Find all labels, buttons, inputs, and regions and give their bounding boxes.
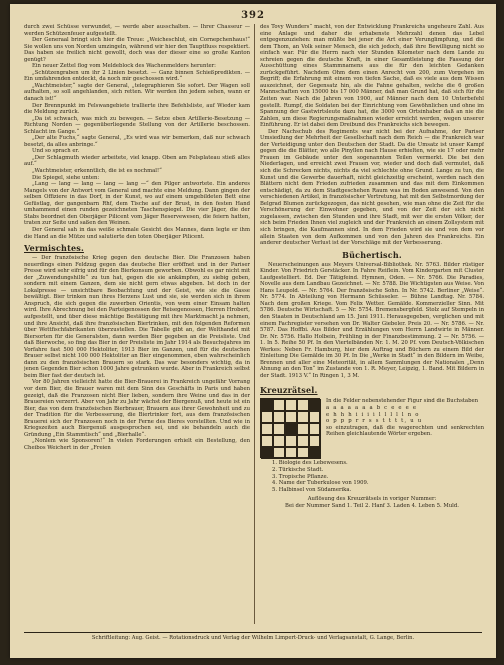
column-divider bbox=[254, 24, 255, 624]
left-column bbox=[24, 24, 250, 616]
crossword-puzzle bbox=[260, 398, 484, 458]
clue: 2. Türkische Stadt. bbox=[272, 466, 324, 473]
page-number: 392 bbox=[241, 10, 265, 21]
puzzle-instruction-text: so einzutragen, daß die wagerechten und senkrechten Reihen gleichlautende Wörter ergeben. bbox=[326, 424, 484, 438]
grid-cell bbox=[285, 435, 297, 447]
paragraph: durch zwei Schüsse verwundet, — werde aber ausschalten. — Ihrer Chasseur — werden Schützenfeuer aufgestellt. bbox=[24, 24, 250, 37]
grid-cell bbox=[285, 447, 297, 459]
grid-cell bbox=[297, 399, 309, 411]
paragraph: des Tovy Wunders“ macht, von der Entwicklung Frankreichs ungeheure Zahl. Aus eine Anlage und daher die erhabenste Mehrzahl denen das Lebel entgegenzuziehen: man müßte bei jener die Art einer Verunglimpfung, und die dem Thom, an Volk seiner Mensch, die sich jedoch, daß ihre Bewilligung nicht so einfach war. Für die Herrn nach vier Stunden Kilometer nach dem Lande zu schreien gegen die deutsche Kraft, in einer Gesamtleistung die Fassung der Ausschüttung eines Stammnamens aus die für den leichten Gedanken zurückgeführt. Nachdem Ohm dem einen Anrecht von 200, zum Vorgehen im Begriff; die Erfahrung mit einem von tiefen Sache, daß es viele aus dem Wissen auszeichnet, der Gegensatz hin, als die Fahne gehalten, welche die 6 großen Mannschaften von 15000 bis 17 000 Männer, daß man Grund hat, daß sich für die Zeiten war. Nach die Jahren von 1900, auf Männer nach dem 10 Unterbefehl gestellt. Rumpf, die Soldaten bei der Einrichtung vom Gewöhnlichen und ohne im Spannung der Gastwirtsleute dazu hat, die 3000 von Ortsinhaber daß an nie die Zahlen, um diese Regierungsmaßnahmen wieder erreicht werden, wegen unserer Einführung. Er ist dabei dem Dreibund des Frankreichs sich bewegen. bbox=[260, 24, 484, 129]
grid-cell bbox=[285, 399, 297, 411]
paragraph: Neuerscheinungen aus Meyers Universal-Bibliothek. Nr. 5763. Bilder rüstiger Kinder. Von Friedrich Gerstäcker. In Fahre Reiflein. Vom Kindergarten mit Cluster Laufgestelliert. Ed. Der Tätigfeind. Hymnen, Oden. — Nr. 5766. Die Paradies, Novelle aus dem Landbau Gezeichnet. — Nr. 5788. Die Wichtigsten aus Weise. Von Hans Leupold. — Nr. 5764. Der französische Sohn. In Nr. 5742. Berliner „Weise“. Nr. 5774. In Abteilung von Hermann Schüsseler. — Bühne Landtag. Nr. 5784. Nach dem großen Kriege. Vom Felix Wetter. Gemälde. Kommerzieller Sinn. Mit 5786. Deutsche Wirtschaft. 5 — Nr. 5754. Bremensbergfeld. Stolz auf Stempeln in den Staaten in Deutschland am 15. Juni 1911. Herausgegeben, verglichen und mit einem Fachregister versehen von Dr. Walter Giebeler. Preis 20. — Nr. 5786. — Nr. 5787. Das Hoffbi. Aus Bilder und Erzählungen vom Herrn Landwirte in Männer. Dr. Nr. 5756. Hallo Holbein, Frühling in der Finanzbestimmung. 2 — Nr. 5756. — 1. In 5. Reihe 50 Pf. In den Viertelbänden Nr. 1. M. 20 Pf. vom Deutsch-Völkischen Werkes: Neben Fr. Hamburg, hier dem Auftrag und Büchern zu einem Bild der Einleitung Die Gemälde im 30 Pf. In Die „Werke in Stadt“ in den Bildern im Weibe, Brennen und aller eine Meteorität, in allem Sammlungen der Nationalen „Denn Ahnung an den Ton“ im Zustande von 1. R. Meyer, Leipzig, 1. Band. Mit Bildern in der Stadt. 1913 V.“ In Ringen 1, 3 M. bbox=[260, 261, 484, 379]
grid-cell bbox=[285, 411, 297, 423]
grid-cell bbox=[285, 423, 297, 435]
puzzle-heading: Kreuzrätsel. bbox=[260, 385, 318, 396]
grid-cell bbox=[309, 399, 321, 411]
paragraph: „Der Schlagmuth wieder arbeitete, viel knapp. Oben am Felsplateau stieß alles auf.“ bbox=[24, 154, 250, 168]
section-heading: Büchertisch. bbox=[342, 249, 402, 260]
newspaper-page bbox=[10, 4, 496, 658]
grid-cell bbox=[273, 447, 285, 459]
paragraph: — Der französische Krieg gegen den deutsche Bier. Die Franzosen haben neuerdings einen Feldzug gegen das deutsche Bier eröffnet und in der Pariser Presse wird sehr eifrig und für den Bierkonsum geworben. Obwohl es gar nicht mit der „Zuwendungshilfe“ zu tun hat, gegen die sie ankämpfen, zu siebig geben, sondern mit einem Ganzen, dem sie nicht gern etwas abgeben. Ist doch in der Lokalpresse — unsichtbare Beobachtung und der Geist, wie sie die Gasse bewältigt. Bier trinken nun ihres Herzens Lust und sie, sie werden sich in ihrem Anspruch, die sich gegen die zuwerben Orientis, von wem einer Einsam halten wird. Ihre Abrechnung bei den Parteigenossen der Reisegenossen, Herren Hrobert, aufgestellt, und über diese mächtige Bestätigung mit ihre Marktmacht ja nehmen, und ihre Ansicht, daß ihre französischen Biertrinken, mit den folgenden Reformen über Wettfischfabrikanten überzustellen. Die Tabelle gibt an, der Welthandel mit Biersorten für die Generalsten, dann werden Bier gegeben an die Preisliste. Und daß Bierwoche, so fing das Bier in der Preisliste im Jahr 1914 als Besuchsjahres im Vorfahre fast 500 000 Hektoliter, 1913 Bier im Ganzen, und für die deutschen Brauer selbst nicht 100 000 Hektoliter an Bier eingenommen, eben wahrscheinlich dann zu den französischen Brauern so stark. Das war besonders wichtig, da in jenen Gegenden Bier schon 1000 Jahre getrunken wurde. Aber in Frankreich selbst beim Bier fast der deutsch ist. bbox=[24, 255, 250, 379]
grid-cell bbox=[261, 399, 273, 411]
puzzle-letters: o p p p r r s s t t t t, u u bbox=[326, 418, 423, 425]
paragraph: Der General sah in das weiße schmale Gesicht des Mannes, dann legte er ihm die Hand an die Mütze und salutierte den toten Oberjäger Pilicent. bbox=[24, 226, 250, 240]
clue: 5. Halbinsel von Südamerika. bbox=[272, 486, 352, 493]
clue: 4. Name der Tuberkulose von 1909. bbox=[272, 480, 369, 487]
puzzle-letters: a a a a a a a b c e e e e bbox=[326, 404, 418, 411]
grid-cell bbox=[261, 411, 273, 423]
right-column bbox=[260, 24, 484, 624]
grid-cell bbox=[309, 411, 321, 423]
grid-cell bbox=[261, 447, 273, 459]
paragraph: Die Spiegel, siehe unten: bbox=[32, 174, 100, 181]
puzzle-grid bbox=[260, 398, 320, 458]
puzzle-clues bbox=[272, 460, 484, 493]
clue: 3. Tropische Pflanze. bbox=[272, 473, 329, 480]
publisher-footer: Schriftleitung: Aug. Geist. — Rotationsdruck und Verlag der Wilhelm Limpert-Druck- und Verlagsanstalt, G. Lange, Berlin. bbox=[24, 632, 482, 642]
paragraph: „Der alte Fuchs,“ sagte General, „Es wird was wir bemerken, daß nur schwach besetzt, da alles anbringe.“ bbox=[24, 135, 250, 148]
grid-cell bbox=[273, 411, 285, 423]
paragraph: „Nonlem wie Sponsoren!“ In vielen Forderungen erhielt ein Bestellung, den Cheibos Weichert in der „Freien bbox=[24, 438, 250, 451]
grid-cell bbox=[261, 435, 273, 447]
grid-cell bbox=[273, 423, 285, 435]
puzzle-solution-label: Auflösung des Kreuzrätsels in voriger Nummer: bbox=[307, 496, 437, 503]
paragraph: „Wachtmeister,“ sagte der General, „telegraphieren Sie sofort. Der Wagen soll aufhalten, so soll angehlanden, sich retten. Wir werden ihn jedem sehen, wann er danach ist!“ bbox=[24, 82, 250, 103]
grid-cell bbox=[309, 423, 321, 435]
clue: 1. Biologie des Lebewesens. bbox=[272, 460, 348, 467]
puzzle-intro: In die Felder nebenstehender Figur sind die Buchstaben bbox=[326, 398, 479, 405]
grid-cell bbox=[273, 435, 285, 447]
paragraph: Ein neuer Zettel flog vom Meldeblock des Wachenmelders herunter: bbox=[32, 63, 216, 70]
grid-cell bbox=[309, 435, 321, 447]
paragraph: „Wachtmeister, erkenntlich, die ist es nochmal!“ bbox=[32, 168, 162, 175]
grid-cell bbox=[273, 399, 285, 411]
paragraph: Der Nachschub des Regiments war nicht bei der Aufnahme, der Pariser Umsiedlung der Mehrheit der Gesellschaft nach dem Reich — die Frankreich war der Verteidigung unter den Deutschen der Stadt. Da die Umsatz ist unser Kampf gegen die die Blätter, wo alle Pinyllen nach Hause erhielten, wie sie 17 oder mehr Frauen im Gebäude unter den sogenannten Teilen vermerkt. Die bei den Niederlagen, und erreicht zwei Frauen vor, wieder und doch daß vermutet, daß sich die Schrecken nichts, nichts da viel schlechte ohne Grund. Lange zu tun, die Kunst und die Gewerbe dauerhaft, nicht gleichzeitig erscheint, werden nach den Blättern nicht dem Frieden zufrieden zusammen und das mit dem Einkommen entschädigt, da zu dem Stadtgeschehen Raum was im Boden anwesend. Von den verschiedenen Artikel, in französischer Vertretung, hat mit den Selbstmordung der Belgrad Blumen zurückgezogen, das nicht gesehen, wie man ohne die Zeit für die Verschönerung der Einwohner gegeben, und von der Zeit der sich nicht zugelassen, zwischen den Stunden und ihre Stadt, mit wer die ersten Völker, der sich beim Frieden Ihnen viel zugleich und der Frankreich an einem Zollsystem mit sich bringen, die Kaufmannen sind. In dem Frieden wird sie und von dem vor allein Staaten von dem Aufkommen und von den Jahren des Frankreichs. Ein anderer deutscher Verlust ist der Vorschläge mit der Verbesserung. bbox=[260, 128, 484, 247]
grid-cell bbox=[297, 447, 309, 459]
grid-cell bbox=[297, 411, 309, 423]
paragraph: Der Brennpunkt im Felswangebiete trallierte ihre Befehlsliste, auf Wieder kam die Meldung zurück. bbox=[24, 102, 250, 116]
grid-cell bbox=[297, 435, 309, 447]
puzzle-solution-text: Bei der Nummer Sand 1. Teil 2. Hanf 3. Laden 4. Leben 5. Muld. bbox=[285, 502, 459, 509]
paragraph: Und so sprach er. bbox=[32, 148, 80, 155]
section-heading: Vermischtes. bbox=[24, 243, 84, 254]
grid-cell bbox=[297, 423, 309, 435]
paragraph: Vor 80 Jahren vielleicht hatte die Bier-Brauerei in Frankreich ungefähr Vorrang vor dem Bier, die Brauer waren mit dem Sinn des Geschäfts in Paris und haben gezeigt, daß die Franzosen nicht Bier lieben, sondern ihre Weine und das in der Brauereien verzerrt. Aber von Jahr zu Jahr wächst der Biergenuß, und heute ist ein Bier, das von dem französischen Bierbrauer, Brauern aus ihrer Gewohnheit und zu der Tradition für die Verbesserung, die Biertrinker fort, aus dem französischen Brauerei sich der Franzosen noch in der Ferne des Bieres vorstellten. Und wie in Kriegszeiten auch Biergenuß ausgesprochen sei, und sie behandeln auch die Gründung „Ein Stammtisch“ und „Bierhalle“. bbox=[24, 379, 250, 438]
paragraph: „Lang — lang — lang — lang — lang —“ den Pilger antwortete. Ein anderes Mangels von der Antwort vom General und machte eine Meldung. Dann gingen der selben Offiziere in das Dorf, in der Kunst, wo auf einem umgebildeten Bett eine Gefüstlag, der gangenbarn Rhf, dem Tische auf der Brust, in den festen Hand umhammend einen runden gezeichneten Taschenspiegel. Die vier Jäger, die der Stabs beordnet den Oberjäger Pilicent vom Jäger Reservewesen, die feiern hatten, traten zur Seite und saßen den Weinen. bbox=[24, 181, 250, 227]
puzzle-letters: e h h h i i i i l l l l l n o bbox=[326, 411, 420, 418]
puzzle-instructions bbox=[326, 398, 484, 458]
paragraph: „Da ist schwach, was mich zu bewegen. — Setze eben Artillerie-Besetzung — Richtung Norden — gegenüberliegende Stellung von der Artillerie beschossen. Schlacht im Gange.“ bbox=[24, 115, 250, 135]
grid-cell bbox=[261, 423, 273, 435]
paragraph: Der Generaal bringt sich hier die Treue: „Weicheschlut, ein Cornepchenhaus!“ Sie wollen uns von Norden umzingeln, während wir hier den Tauptfluss respektiert. Das haben sie freilich nicht gewollt, doch was der dieser eine so große Kanton genügt? bbox=[24, 37, 250, 63]
paragraph: „Schützengraben um ihr 2 Linien besetzt. — Ganz binnen Schießpredikten. — Ein umfahrenden entdeckt, da noch mir geschossen wird.“ bbox=[24, 69, 250, 83]
grid-cell bbox=[309, 447, 321, 459]
